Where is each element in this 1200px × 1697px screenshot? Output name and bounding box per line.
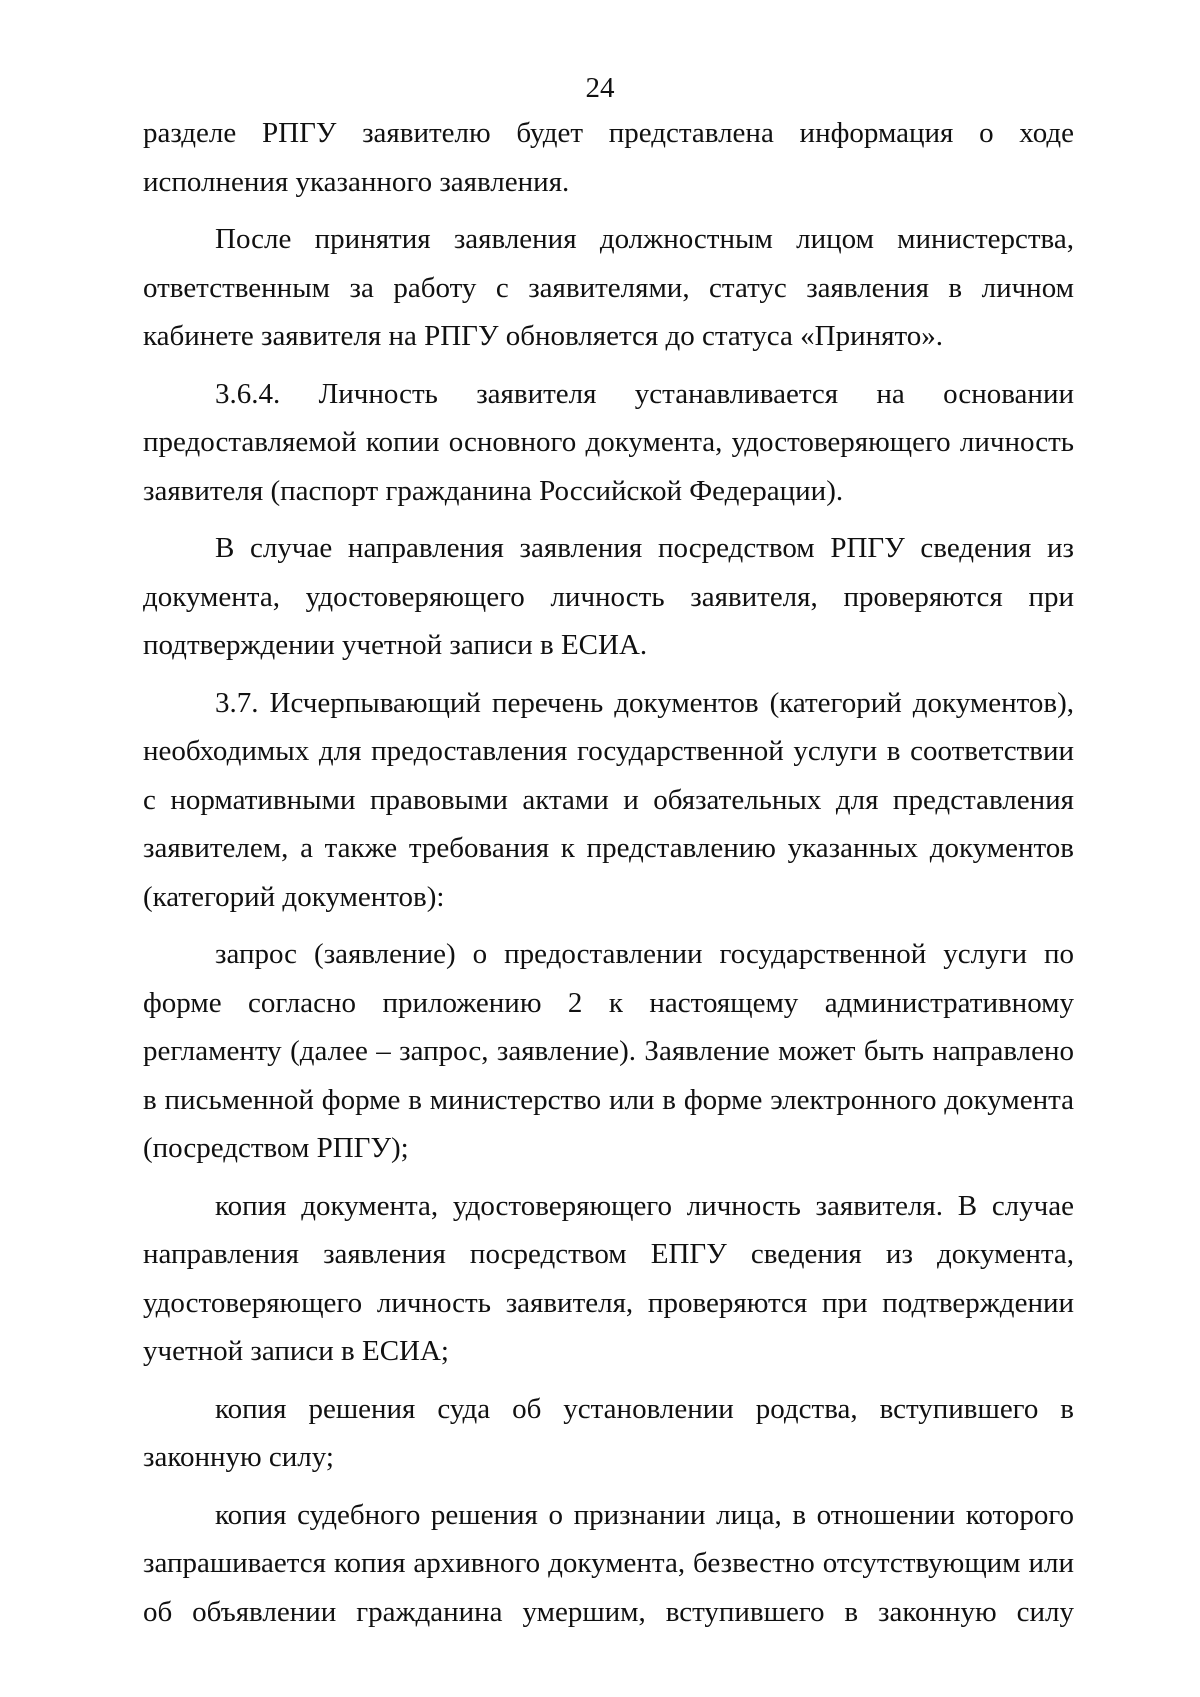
paragraph-identity-copy: копия документа, удостоверяющего личность заявителя. В случае направления заявления посредством ЕПГУ сведения из документа, удостоверяющего личность заявителя, проверяются при подтверждении учетной записи в ЕСИА; <box>143 1189 1074 1367</box>
paragraph-identity-3-6-4: 3.6.4. Личность заявителя устанавливается на основании предоставляемой копии основного документа, удостоверяющего личность заявителя (паспорт гражданина Российской Федерации). <box>143 377 1074 507</box>
page-number: 24 <box>585 72 615 104</box>
paragraph-court-kinship: копия решения суда об установлении родства, вступившего в законную силу; <box>143 1392 1074 1473</box>
paragraph-request-form: запрос (заявление) о предоставлении государственной услуги по форме согласно приложению 2 к настоящему административному регламенту (далее – запрос, заявление). Заявление может быть направлено в письменной форме в министерство или в форме электронного документа (посредством РПГУ); <box>143 938 1074 1164</box>
paragraph-rpgu-verification: В случае направления заявления посредством РПГУ сведения из документа, удостоверяющего личность заявителя, проверяются при подтверждении учетной записи в ЕСИА. <box>143 532 1074 661</box>
paragraph-status-update: После принятия заявления должностным лицом министерства, ответственным за работу с заявителями, статус заявления в личном кабинете заявителя на РПГУ обновляется до статуса «Принято». <box>143 223 1074 352</box>
document-body <box>143 109 1074 1645</box>
paragraph-section-3-7: 3.7. Исчерпывающий перечень документов (категорий документов), необходимых для предоставления государственной услуги в соответствии с нормативными правовыми актами и обязательных для представления заявителем, а также требования к представлению указанных документов (категорий документов): <box>143 686 1074 913</box>
paragraph-court-missing-person: копия судебного решения о признании лица, в отношении которого запрашивается копия архивного документа, безвестно отсутствующим или об объявлении гражданина умершим, вступившего в законную силу <box>143 1498 1074 1628</box>
paragraph-continuation: разделе РПГУ заявителю будет представлена информация о ходе исполнения указанного заявления. <box>143 117 1074 198</box>
